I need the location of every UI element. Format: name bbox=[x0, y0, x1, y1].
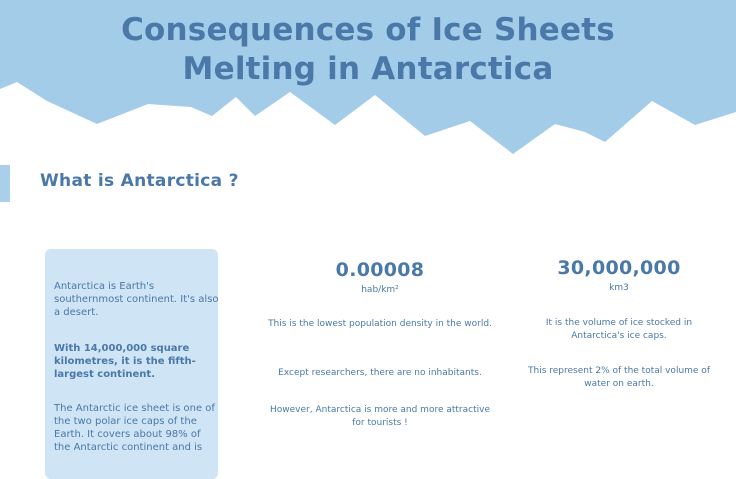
stat-description: It is the volume of ice stocked in Antarctica's ice caps. bbox=[545, 318, 693, 341]
stat-unit: km3 bbox=[609, 283, 629, 293]
page-title-line-1: Consequences of Ice Sheets bbox=[121, 12, 615, 48]
stat-value: 0.00008 bbox=[335, 259, 425, 281]
info-card-paragraph-1: Antarctica is Earth's southernmost continent. It's also a desert. bbox=[54, 281, 219, 318]
stat-ice-volume bbox=[528, 256, 710, 446]
page-title-line-2: Melting in Antarctica bbox=[182, 51, 554, 87]
stat-value: 30,000,000 bbox=[557, 257, 681, 279]
section-heading: What is Antarctica ? bbox=[40, 171, 239, 191]
stat-population-density bbox=[265, 258, 495, 448]
stat-description: Except researchers, there are no inhabitants. bbox=[278, 368, 482, 378]
stat-description: This is the lowest population density in the world. bbox=[268, 319, 492, 329]
hero-banner bbox=[0, 0, 736, 160]
info-card bbox=[45, 249, 218, 479]
info-card-paragraph-3: The Antarctic ice sheet is one of the two polar ice caps of the Earth. It covers about 98% of the Antarctic continent and is bbox=[54, 403, 215, 453]
stat-description: However, Antarctica is more and more attractive for tourists ! bbox=[270, 405, 490, 428]
info-card-paragraph-2: With 14,000,000 square kilometres, it is the fifth-largest continent. bbox=[54, 343, 196, 380]
stat-unit: hab/km² bbox=[361, 285, 399, 295]
stat-description: This represent 2% of the total volume of water on earth. bbox=[528, 366, 710, 389]
section-accent-bar bbox=[0, 165, 10, 202]
